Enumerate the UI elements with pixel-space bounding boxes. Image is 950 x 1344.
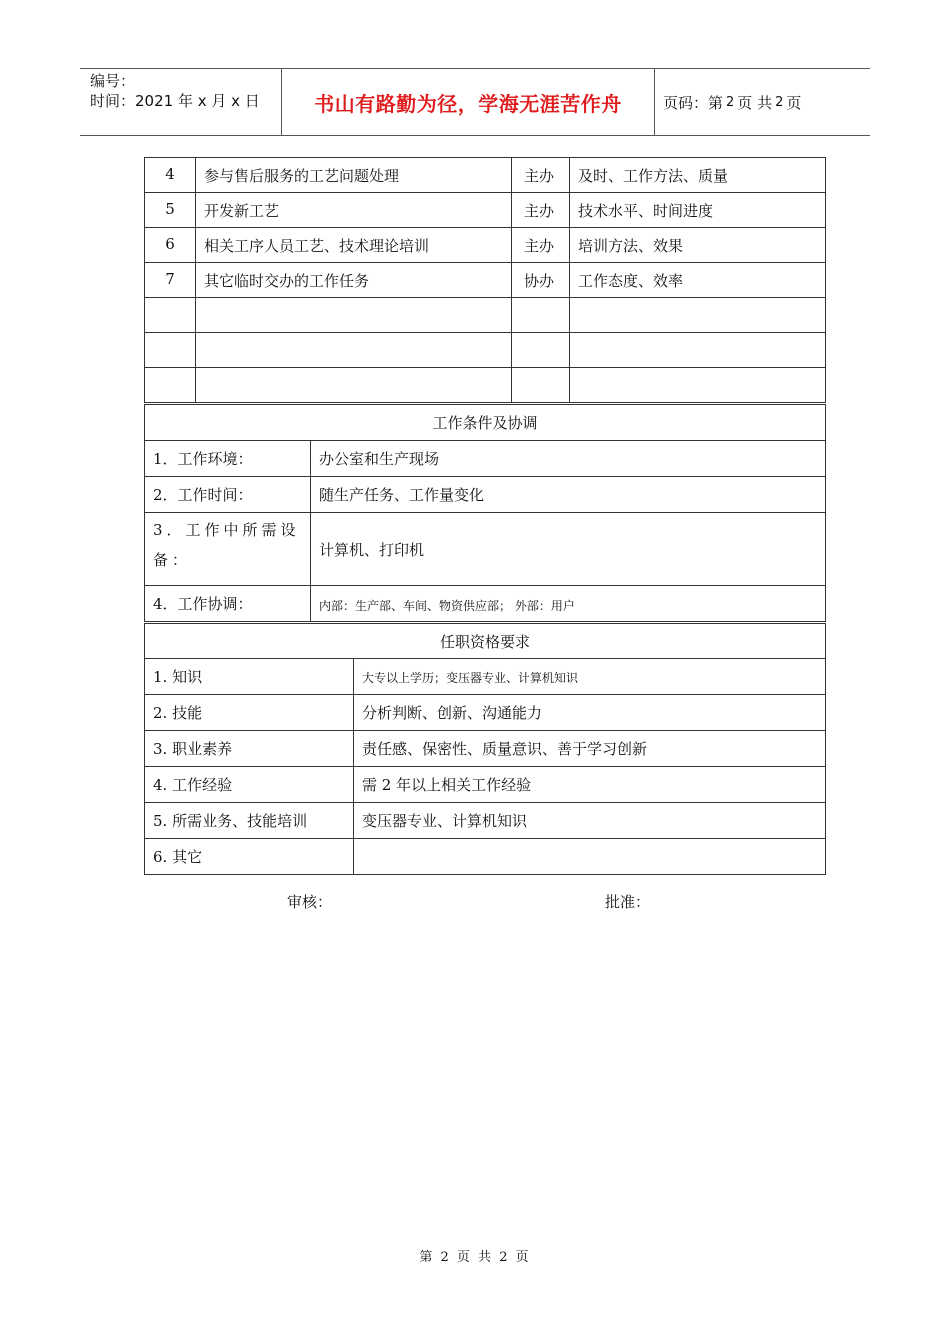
header-motto: 书山有路勤为径，学海无涯苦作舟: [314, 91, 622, 116]
qualification-label: 4. 工作经验: [145, 767, 354, 803]
condition-value: 办公室和生产现场: [311, 441, 826, 477]
qualification-value: 责任感、保密性、质量意识、善于学习创新: [354, 731, 826, 767]
qualification-label: 3. 职业素养: [145, 731, 354, 767]
duty-criteria: 技术水平、时间进度: [570, 193, 826, 228]
duty-criteria: [570, 333, 826, 368]
duty-task: [196, 298, 512, 333]
duty-role: 主办: [512, 158, 570, 193]
duty-task: 参与售后服务的工艺问题处理: [196, 158, 512, 193]
qualification-label: 6. 其它: [145, 839, 354, 875]
qualification-label: 5. 所需业务、技能培训: [145, 803, 354, 839]
duty-number: 5: [145, 193, 196, 228]
section-title-qualifications: 任职资格要求: [145, 624, 826, 659]
duty-row: [145, 368, 826, 403]
duty-row: [145, 228, 826, 263]
page-prefix: 页码：第: [663, 93, 724, 112]
qualification-label: 1. 知识: [145, 659, 354, 695]
duty-number: 7: [145, 263, 196, 298]
page-header: [80, 68, 870, 136]
duty-criteria: [570, 368, 826, 403]
duty-task: [196, 368, 512, 403]
duty-task: 相关工序人员工艺、技术理论培训: [196, 228, 512, 263]
duty-number: [145, 333, 196, 368]
duty-number: 6: [145, 228, 196, 263]
work-conditions-table: [144, 404, 826, 622]
condition-value: 内部：生产部、车间、物资供应部； 外部：用户: [311, 586, 826, 622]
duty-role: 主办: [512, 228, 570, 263]
duty-role: 协办: [512, 263, 570, 298]
duty-role: [512, 333, 570, 368]
qualification-value: 分析判断、创新、沟通能力: [354, 695, 826, 731]
approve-signature-label: 批准：: [605, 893, 651, 911]
review-signature-label: 审核：: [287, 893, 333, 911]
condition-label: 1．工作环境：: [145, 441, 311, 477]
duty-row: [145, 193, 826, 228]
duty-row: [145, 263, 826, 298]
page-suffix: 页: [786, 93, 802, 112]
duty-role: [512, 368, 570, 403]
page-footer: 第 2 页 共 2 页: [419, 1250, 531, 1265]
condition-value: 计算机、打印机: [311, 513, 826, 586]
duties-table-body: [145, 158, 826, 403]
qualification-value: 大专以上学历；变压器专业、计算机知识: [354, 659, 826, 695]
duty-role: [512, 298, 570, 333]
duty-task: 开发新工艺: [196, 193, 512, 228]
duty-number: [145, 368, 196, 403]
duty-criteria: 及时、工作方法、质量: [570, 158, 826, 193]
duty-role: 主办: [512, 193, 570, 228]
section-title-conditions: 工作条件及协调: [145, 405, 826, 441]
condition-value: 随生产任务、工作量变化: [311, 477, 826, 513]
document-date: 时间：2021 年 x 月 x 日: [90, 92, 260, 110]
document-number-label: 编号：: [90, 72, 136, 90]
qualification-value: 需 2 年以上相关工作经验: [354, 767, 826, 803]
header-meta: [90, 71, 260, 111]
duty-task: [196, 333, 512, 368]
duty-number: [145, 298, 196, 333]
header-divider: [654, 69, 655, 135]
duty-row: [145, 158, 826, 193]
header-page-indicator: [663, 69, 801, 135]
duty-row: [145, 298, 826, 333]
page-current: 2: [726, 94, 735, 110]
duty-criteria: 培训方法、效果: [570, 228, 826, 263]
page-middle: 页 共: [737, 93, 773, 112]
duty-number: 4: [145, 158, 196, 193]
page-total: 2: [775, 94, 784, 110]
qualification-value: [354, 839, 826, 875]
condition-label: 2．工作时间：: [145, 477, 311, 513]
duty-row: [145, 333, 826, 368]
qualification-value: 变压器专业、计算机知识: [354, 803, 826, 839]
duty-criteria: 工作态度、效率: [570, 263, 826, 298]
duty-criteria: [570, 298, 826, 333]
duties-table: [144, 157, 826, 403]
qualifications-table: [144, 623, 826, 875]
condition-label: 3．工作中所需设备：: [145, 513, 311, 586]
qualification-label: 2. 技能: [145, 695, 354, 731]
duty-task: 其它临时交办的工作任务: [196, 263, 512, 298]
condition-label: 4．工作协调：: [145, 586, 311, 622]
